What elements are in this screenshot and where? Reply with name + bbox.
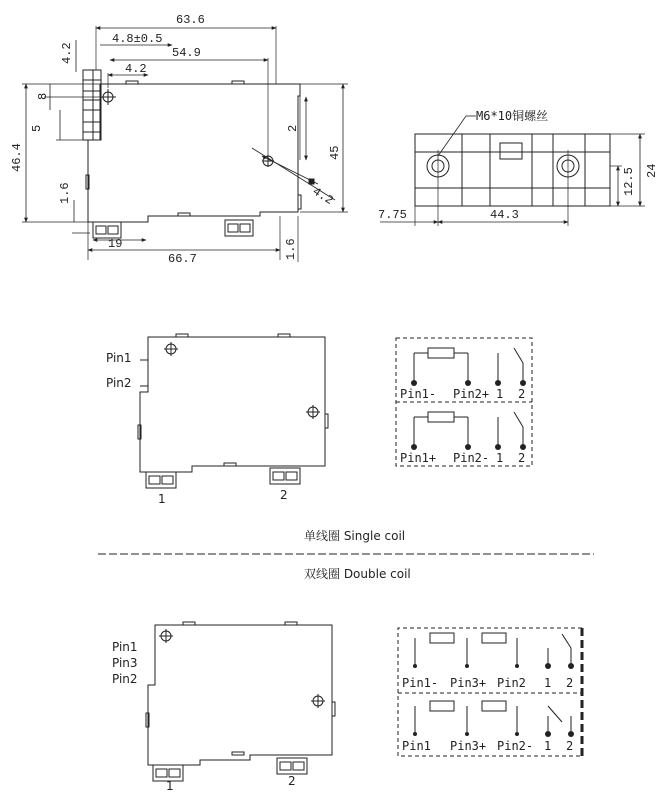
double-term2-label: 2 [288, 774, 296, 788]
screw-label: M6*10铜螺丝 [476, 109, 549, 123]
double-pin1-label: Pin1 [112, 640, 138, 654]
dim-66-7: 66.7 [168, 252, 197, 266]
dim-12-5: 12.5 [622, 167, 636, 196]
dim-4-2-diag: 4.2 [309, 184, 336, 208]
s1-pin-d: 2 [518, 387, 526, 401]
d2-pin-e: 2 [566, 739, 574, 753]
double-schematic-labels [402, 676, 573, 753]
single-pin1-label: Pin1 [106, 351, 132, 365]
dim-5: 5 [30, 124, 44, 132]
d2-pin-a: Pin1 [402, 739, 431, 753]
s2-pin-b: Pin2- [453, 451, 490, 465]
dim-19: 19 [108, 237, 123, 251]
s1-pin-c: 1 [496, 387, 504, 401]
s2-pin-d: 2 [518, 451, 526, 465]
s1-pin-b: Pin2+ [453, 387, 490, 401]
d2-pin-c: Pin2- [497, 739, 534, 753]
single-term1-label: 1 [158, 492, 166, 506]
double-coil-labels [112, 640, 296, 793]
dim-1-6-right: 1.6 [284, 238, 298, 260]
single-coil-caption: 单线圈 Single coil [304, 529, 406, 543]
double-pin2-label: Pin2 [112, 672, 138, 686]
d1-pin-e: 2 [566, 676, 574, 690]
dim-45: 45 [328, 145, 342, 160]
single-coil-relay [138, 334, 328, 488]
dim-46-4: 46.4 [10, 143, 24, 172]
bottom-terminal-1 [93, 222, 121, 238]
bottom-terminal-2 [225, 220, 253, 236]
d2-pin-d: 1 [544, 739, 552, 753]
dim-63-6: 63.6 [176, 13, 205, 27]
single-terminal-2 [270, 468, 300, 484]
double-term1-label: 1 [166, 779, 174, 793]
s2-pin-c: 1 [496, 451, 504, 465]
side-view-labels [378, 108, 659, 222]
d1-pin-c: Pin2 [497, 676, 526, 690]
dim-24: 24 [645, 163, 659, 178]
single-terminal-1 [146, 472, 176, 488]
single-pin2-label: Pin2 [106, 376, 132, 390]
dim-8: 8 [36, 92, 50, 100]
single-schematic-labels [400, 387, 525, 465]
d1-pin-b: Pin3+ [450, 676, 487, 690]
dim-2: 2 [286, 124, 300, 132]
dim-4-2-left: 4.2 [60, 42, 74, 64]
d2-pin-b: Pin3+ [450, 739, 487, 753]
dim-54-9: 54.9 [172, 46, 201, 60]
single-term2-label: 2 [280, 488, 288, 502]
double-terminal-2 [277, 758, 307, 774]
dim-44-3: 44.3 [490, 208, 519, 222]
dim-4-2-top: 4.2 [125, 62, 147, 76]
s2-pin-a: Pin1+ [400, 451, 437, 465]
double-coil-schematic [398, 628, 582, 756]
double-coil-relay [146, 622, 335, 781]
double-pin3-label: Pin3 [112, 656, 138, 670]
double-coil-caption: 双线圈 Double coil [304, 567, 411, 581]
double-schematic-dots [413, 663, 574, 737]
s1-pin-a: Pin1- [400, 387, 437, 401]
single-coil-labels [106, 351, 288, 506]
d1-pin-d: 1 [544, 676, 552, 690]
dim-7-75: 7.75 [378, 208, 407, 222]
dim-4-8: 4.8±0.5 [112, 32, 163, 46]
d1-pin-a: Pin1- [402, 676, 439, 690]
dim-1-6-left: 1.6 [58, 182, 72, 204]
